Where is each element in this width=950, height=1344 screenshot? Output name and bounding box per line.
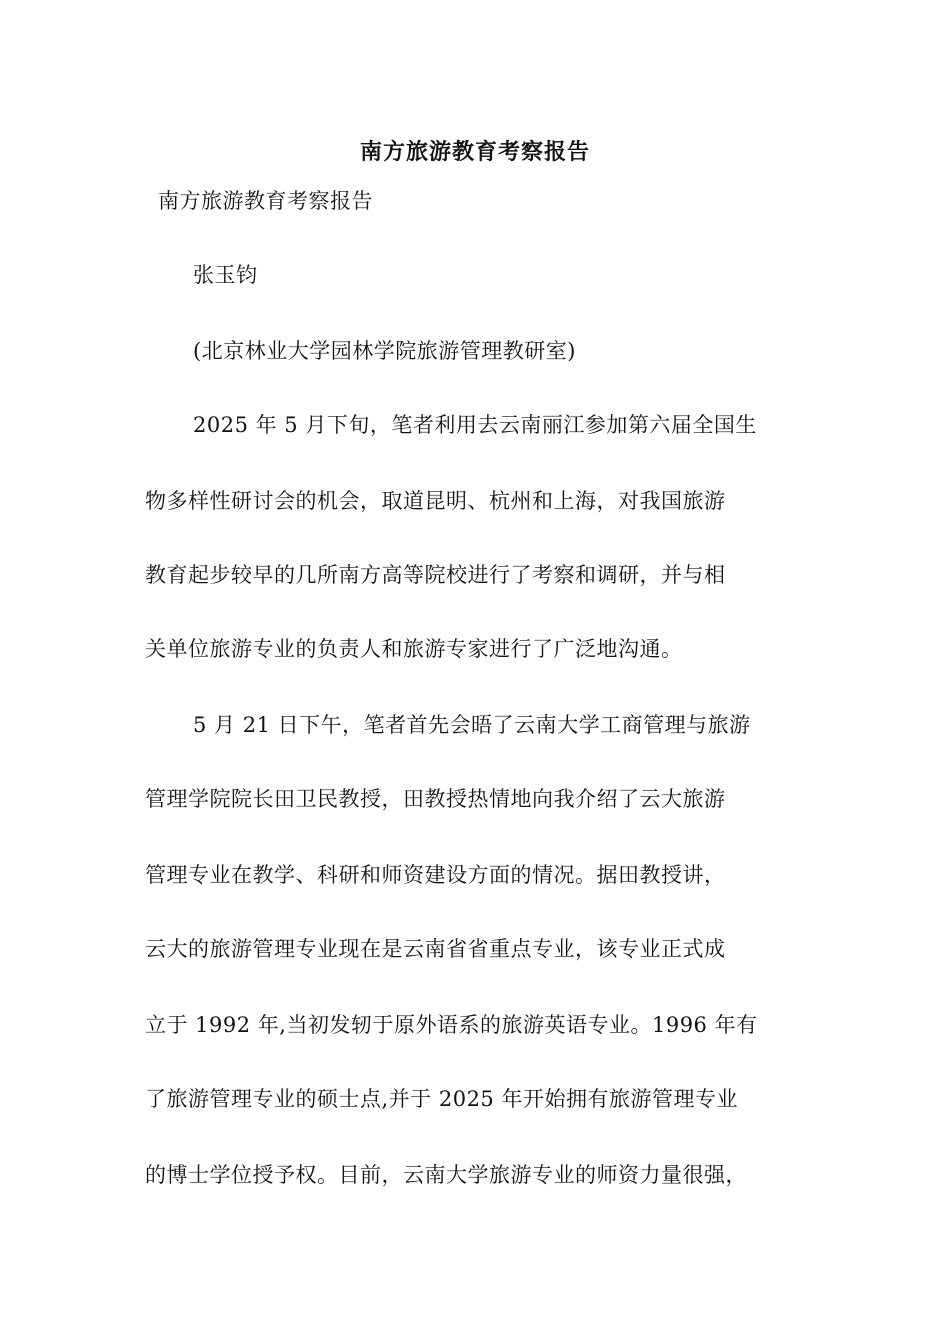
document-title: 南方旅游教育考察报告	[359, 139, 590, 165]
paragraph-1-line: 教育起步较早的几所南方高等院校进行了考察和调研，并与相	[145, 563, 726, 587]
paragraph-1-line: 物多样性研讨会的机会，取道昆明、杭州和上海，对我国旅游	[145, 489, 726, 513]
paragraph-2-line: 管理专业在教学、科研和师资建设方面的情况。据田教授讲，	[145, 863, 726, 887]
paragraph-1-line: 2025 年 5 月下旬，笔者利用去云南丽江参加第六届全国生	[193, 413, 757, 437]
paragraph-2-line: 5 月 21 日下午，笔者首先会晤了云南大学工商管理与旅游	[193, 713, 751, 737]
paragraph-2-line: 了旅游管理专业的硕士点,并于 2025 年开始拥有旅游管理专业	[145, 1087, 738, 1111]
author-affiliation: (北京林业大学园林学院旅游管理教研室)	[193, 339, 576, 363]
author-name: 张玉钧	[193, 263, 258, 287]
document-subtitle: 南方旅游教育考察报告	[158, 189, 373, 213]
paragraph-2-line: 立于 1992 年,当初发轫于原外语系的旅游英语专业。1996 年有	[145, 1013, 758, 1037]
paragraph-2-line: 云大的旅游管理专业现在是云南省省重点专业，该专业正式成	[145, 937, 726, 961]
paragraph-2-line: 的博士学位授予权。目前，云南大学旅游专业的师资力量很强，	[145, 1163, 747, 1187]
paragraph-1-line: 关单位旅游专业的负责人和旅游专家进行了广泛地沟通。	[145, 637, 683, 661]
paragraph-2-line: 管理学院院长田卫民教授，田教授热情地向我介绍了云大旅游	[145, 787, 726, 811]
